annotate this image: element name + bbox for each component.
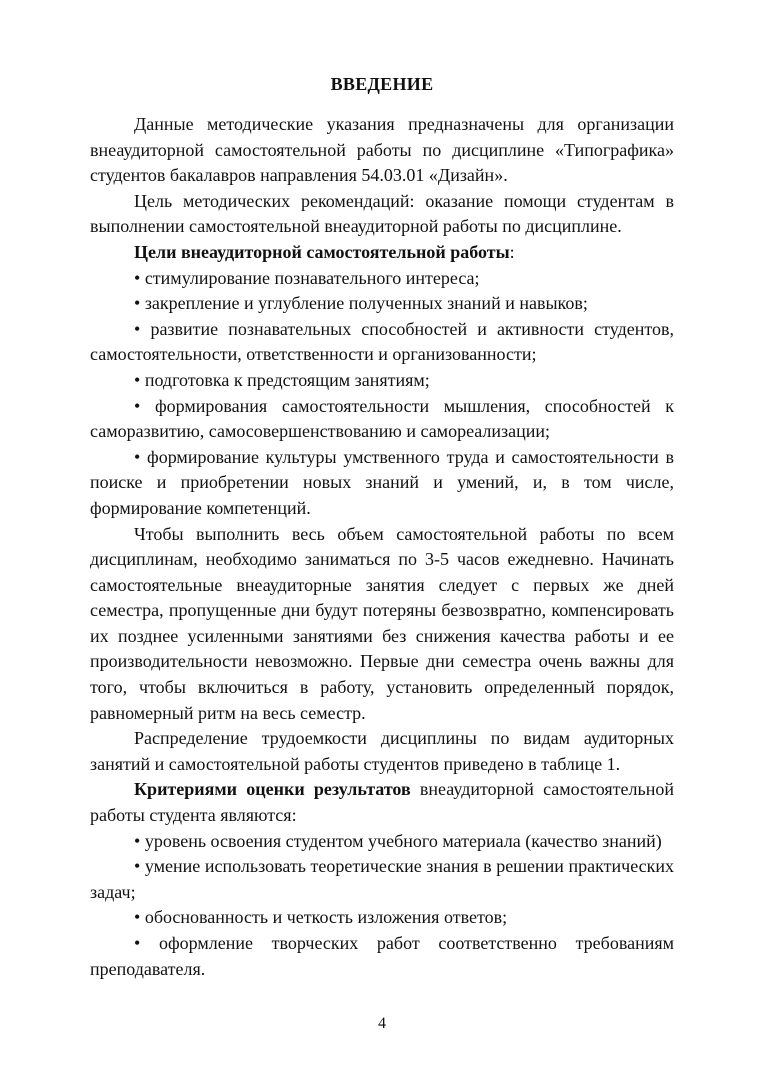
- bullet-icon: •: [134, 267, 141, 288]
- goals-heading: Цели внеаудиторной самостоятельной работы: [134, 241, 510, 262]
- bullet-icon: •: [134, 293, 141, 314]
- bullet-icon: •: [134, 933, 141, 953]
- bullet-icon: •: [134, 446, 141, 467]
- criteria-list-item: [90, 931, 674, 982]
- page-title: ВВЕДЕНИЕ: [330, 74, 434, 94]
- criteria-item-text: умение использовать теоретические знания в решении практических задач;: [90, 856, 674, 902]
- goals-list-item: [90, 445, 674, 522]
- criteria-list-item: [90, 905, 674, 931]
- bullet-icon: •: [134, 830, 141, 851]
- goals-heading-colon: :: [509, 241, 515, 262]
- goals-item-text: закрепление и углубление полученных знаний и навыков;: [144, 293, 588, 314]
- criteria-item-text: уровень освоения студентом учебного материала (качество знаний): [144, 830, 662, 851]
- goals-item-text: подготовка к предстоящим занятиям;: [144, 369, 430, 390]
- bullet-icon: •: [134, 318, 141, 339]
- workload-paragraph: Чтобы выполнить весь объем самостоятельной работы по всем дисциплинам, необходимо заниматься по 3-5 часов ежедневно. Начинать самостоятельные внеаудиторные занятия следует с первых же дней семестра, пропущенные дни будут потеряны безвозвратно, компенсировать их позднее усиленными занятиями без снижения качества работы и ее производительности невозможно. Первые дни семестра очень важны для того, чтобы включиться в работу, установить определенный порядок, равномерный ритм на весь семестр.: [90, 523, 674, 723]
- goals-heading-paragraph: [90, 240, 674, 266]
- intro-paragraph: Данные методические указания предназначены для организации внеаудиторной самостоятельной работы по дисциплине «Типографика» студентов бакалавров направления 54.03.01 «Дизайн».: [90, 114, 674, 186]
- criteria-heading: Критериями оценки результатов: [134, 779, 411, 800]
- purpose-paragraph: Цель методических рекомендаций: оказание помощи студентам в выполнении самостоятельной внеаудиторной работы по дисциплине.: [90, 190, 674, 237]
- bullet-icon: •: [134, 856, 141, 877]
- bullet-icon: •: [134, 369, 141, 390]
- goals-item-text: развитие познавательных способностей и активности студентов, самостоятельности, ответственности и организованности;: [90, 318, 675, 365]
- bullet-icon: •: [134, 395, 141, 416]
- goals-item-text: формирования самостоятельности мышления, способностей к саморазвитию, самосовершенствованию и самореализации;: [90, 395, 675, 442]
- criteria-heading-rest: внеаудиторной самостоятельной работы студента являются:: [90, 779, 674, 826]
- goals-item-text: формирование культуры умственного труда и самостоятельности в поиске и приобретении новых знаний и умений, и, в том числе, формирование компетенций.: [90, 446, 674, 518]
- criteria-list-item: [90, 829, 674, 855]
- criteria-item-text: обоснованность и четкость изложения ответов;: [144, 907, 508, 928]
- goals-list-item: [90, 394, 674, 445]
- bullet-icon: •: [134, 907, 141, 928]
- goals-item-text: стимулирование познавательного интереса;: [144, 267, 480, 288]
- criteria-heading-paragraph: [90, 777, 674, 828]
- goals-list-item: [90, 266, 674, 292]
- goals-list-item: [90, 317, 674, 368]
- page-number: 4: [378, 1015, 386, 1032]
- criteria-item-text: оформление творческих работ соответственно требованиям преподавателя.: [90, 933, 675, 979]
- criteria-list-item: [90, 854, 674, 905]
- distribution-paragraph: Распределение трудоемкости дисциплины по видам аудиторных занятий и самостоятельной работы студентов приведено в таблице 1.: [90, 728, 674, 774]
- goals-list-item: [90, 291, 674, 317]
- goals-list-item: [90, 368, 674, 394]
